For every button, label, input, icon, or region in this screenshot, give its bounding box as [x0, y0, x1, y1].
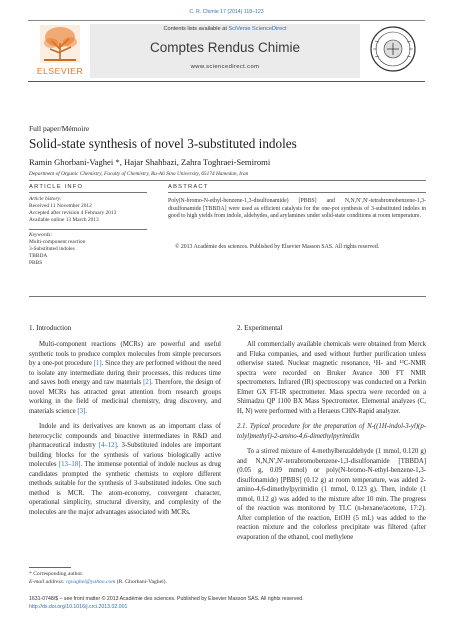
keyword-item: 3-Substituted indoles [29, 246, 75, 252]
doi-link[interactable]: http://dx.doi.org/10.1016/j.crci.2013.02.001 [29, 604, 128, 610]
journal-reference: C. R. Chimie 17 (2014) 118–123 [189, 9, 264, 15]
issn-line: 1631-0748/$ – see front matter © 2013 Académie des sciences. Published by Elsevier Masson SAS. All rights reserved. [29, 596, 304, 602]
citation-link[interactable]: [4–12] [98, 442, 117, 449]
divider [29, 180, 426, 181]
experimental-column [237, 340, 426, 548]
keyword-item: Multi-component reaction [29, 239, 86, 245]
contents-line [90, 26, 360, 32]
divider [168, 192, 426, 193]
divider [29, 296, 426, 297]
divider [29, 229, 147, 230]
intro-paragraph: Indole and its derivatives are known as an important class of heterocyclic compounds and bioactive intermediates in R&D and pharmaceutical industry [4–12]. 3-Substituted indoles are important building blocks for the synthesis of various biologically active molecules [13–18]. The immense potential of indole nucleus as drug candidates prompted the synthetic chemists to explore different methods suitable for the synthesis of 3-substituted indoles. One such method is MCR. The atom-economy, convergent character, operational simplicity, structural diversity, and complexity of the molecules are the major advantages associated with MCRs. [29, 423, 222, 516]
abstract-heading: ABSTRACT [168, 184, 209, 190]
email-link[interactable]: rgvaghei@yahoo.com [66, 579, 116, 585]
introduction-column [29, 340, 221, 523]
email-note: E-mail address: rgvaghei@yahoo.com (R. Ghorbani-Vaghei). [29, 579, 167, 585]
citation-link[interactable]: [2] [143, 379, 152, 386]
article-info-heading: ARTICLE INFO [29, 184, 84, 190]
tree-icon [40, 25, 80, 63]
experimental-paragraph: All commercially available chemicals were obtained from Merck and Fluka companies, and used without further purification unless otherwise stated. Nuclear magnetic resonance, ¹H- and ¹³C-NMR spectra were recorded on Bruker Avance 300 FT NMR spectrometers. Infrared (IR) spectroscopy was conducted on a Perkin Elmer GX FT-IR spectrometer. Mass spectra were recorded on a Shimadzu QP 1100 BX Mass Spectrometer. Elemental analyzes (C, H, N) were performed with a Heraeus CHN-Rapid analyzer. [237, 341, 426, 415]
affiliation: Department of Organic Chemistry, Faculty of Chemistry, Bu-Ali Sina University, 65174 Hamedan, Iran [29, 171, 249, 177]
abstract-copyright: © 2013 Académie des sciences. Published by Elsevier Masson SAS. All rights reserved. [175, 244, 380, 250]
citation-link[interactable]: [3] [77, 407, 86, 415]
history-revised: Accepted after revision 4 February 2013 [29, 210, 117, 216]
procedure-paragraph: To a stirred mixture of 4-methylbenzaldehyde (1 mmol, 0.120 g) and N,N,N′,N′-tetrabromobenzene-1,3-disulfonamide [TBBDA] (0.05 g, 0.09 mmol) or poly(N-bromo-N-ethyl-benzene-1,3-disulfonamide) [PBBS] (0.12 g) at room temperature, was added 2-amino-4,6-dimethylpyrimidin (1 mmol, 0.123 g). Then, indole (1 mmol, 0.12 g) was added to the mixture after 10 min. The progress of the reaction was monitored by TLC (n-hexane/acetone, 17:2). After completion of the reaction, EtOH (5 mL) was added to the reaction mixture and the colorless precipitate was filtered (after evaporation of the ethanol, cool methylene [237, 448, 426, 541]
journal-title: Comptes Rendus Chimie [149, 40, 301, 55]
section-heading-experimental: 2. Experimental [237, 324, 283, 332]
elsevier-wordmark: ELSEVIER [36, 66, 84, 76]
citation-link[interactable]: [1] [93, 360, 102, 367]
article-title: Solid-state synthesis of novel 3-substituted indoles [29, 136, 297, 151]
abstract-text: Poly(N-bromo-N-ethyl-benzene-1,3-disulfonamide) [PBBS] and N,N,N′,N′-tetrabromobenzene-1,3-disulfonamide [TBBDA] were used as efficient catalysts for the one-pot synthesis of 3-substituted indoles in good to high yields from indole, aldehydes, and arylamines under solid-state conditions at room temperature. [168, 198, 426, 220]
footnote-divider [29, 567, 71, 568]
keyword-item: PBBS [29, 260, 43, 266]
subsection-heading: 2.1. Typical procedure for the preparation of N-((1H-indol-3-yl)(p-tolyl)methyl)-2-amino-4,6-dimethylpyrimidin [237, 423, 426, 440]
contents-prefix: Contents lists available at [163, 26, 229, 32]
section-heading-introduction: 1. Introduction [29, 324, 72, 332]
keywords-label: Keywords: [29, 232, 53, 238]
sciencedirect-link[interactable]: SciVerse ScienceDirect [228, 26, 287, 32]
divider [29, 192, 147, 193]
journal-header [28, 20, 425, 82]
author-list: Ramin Ghorbani-Vaghei *, Hajar Shahbazi, Zahra Toghraei-Semiromi [29, 157, 271, 167]
journal-masthead [90, 24, 360, 78]
intro-paragraph: Multi-component reactions (MCRs) are powerful and useful synthetic tools to produce complex molecules from simple precursors by a one-pot procedure [1]. Since they are performed without the need to isolate any intermediate during their processes, this reduces time and saves both energy and raw materials [2]. Therefore, the design of novel MCRs has attracted great attention from research groups working in the field of medicinal chemistry, drug discovery, and materials science [3]. [29, 341, 222, 415]
history-received: Received 11 November 2012 [29, 203, 92, 209]
journal-url[interactable]: www.sciencedirect.com [190, 64, 260, 70]
corresponding-author-note: * Corresponding author. [29, 571, 84, 577]
elsevier-logo [32, 23, 84, 79]
citation-link[interactable]: [13–18] [58, 461, 81, 468]
doi-line [29, 604, 127, 610]
history-label: Article history: [29, 196, 62, 202]
history-online: Available online 13 March 2013 [29, 217, 99, 223]
article-type: Full paper/Mémoire [29, 124, 90, 133]
keyword-item: TBBDA [29, 253, 48, 259]
academie-seal-icon [367, 23, 419, 79]
